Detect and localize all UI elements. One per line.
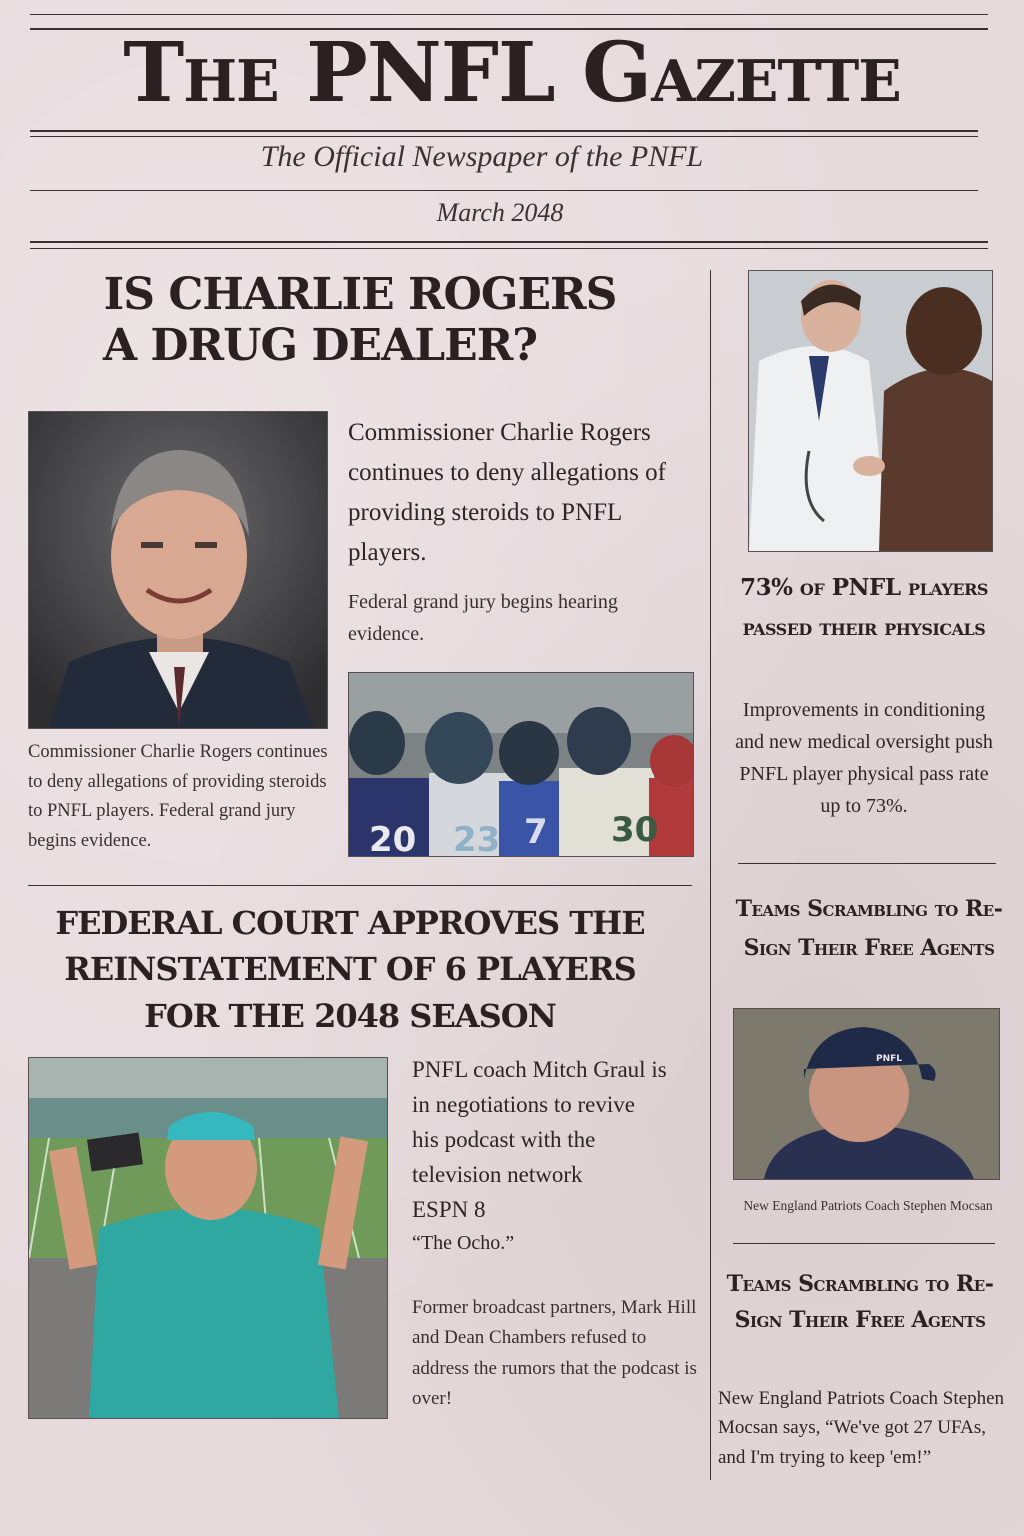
patriots-coach-photo	[733, 1008, 1000, 1180]
lead-deck: Commissioner Charlie Rogers continues to deny allegations of providing steroids to PNFL players.	[348, 419, 666, 566]
jersey-number-4: 30	[611, 810, 659, 850]
court-para-1	[412, 1053, 702, 1258]
section-rule-right-1	[738, 863, 996, 864]
lead-headline-line-1: IS CHARLIE ROGERS	[103, 269, 617, 320]
masthead-top-rule-1	[30, 14, 988, 15]
section-rule-right-2	[733, 1243, 995, 1244]
masthead-tagline: The Official Newspaper of the PNFL	[260, 140, 704, 173]
jersey-number-2: 23	[453, 820, 501, 856]
coach-stadium-photo	[28, 1057, 388, 1419]
court-para-1-line-5: ESPN 8	[412, 1196, 486, 1222]
court-para-1-line-2: in negotiations to revive	[412, 1091, 635, 1117]
cap-logo-text: PNFL	[876, 1054, 903, 1064]
players-huddle-photo	[348, 672, 694, 857]
lead-headline-line-2: A DRUG DEALER?	[102, 319, 538, 371]
column-divider	[710, 270, 711, 1480]
court-para-1-line-6: “The Ocho.”	[412, 1231, 515, 1254]
court-headline-line-3: FOR THE 2048 SEASON	[144, 996, 556, 1035]
doctor-exam-photo	[748, 270, 993, 552]
lead-subdeck: Federal grand jury begins hearing evidence.	[348, 591, 618, 645]
court-para-2: Former broadcast partners, Mark Hill and Dean Chambers refused to address the rumors that the podcast is over!	[412, 1297, 697, 1410]
free-agents-headline-1: Teams Scrambling to Re-Sign Their Free Agents	[735, 896, 1003, 961]
court-para-1-line-3: his podcast with the	[412, 1126, 596, 1152]
jersey-number-3: 7	[524, 812, 548, 852]
free-agents-headline-2: Teams Scrambling to Re-Sign Their Free Agents	[726, 1271, 994, 1334]
court-headline	[20, 900, 680, 1039]
commissioner-photo	[28, 411, 328, 729]
masthead-bottom-rule-2	[30, 248, 988, 249]
commissioner-photo-caption: Commissioner Charlie Rogers continues to deny allegations of providing steroids to PNFL players. Federal grand jury begins evidence.	[28, 742, 328, 851]
free-agents-body-2: New England Patriots Coach Stephen Mocsan says, “We've got 27 UFAs, and I'm trying to keep 'em!”	[718, 1388, 1005, 1468]
masthead-date: March 2048	[436, 198, 564, 227]
court-para-1-line-1: PNFL coach Mitch Graul is	[412, 1057, 667, 1082]
masthead-rule-under-tagline	[30, 190, 978, 191]
patriots-coach-caption: New England Patriots Coach Stephen Mocsan	[743, 1198, 993, 1213]
masthead-bottom-rule-1	[30, 241, 988, 243]
court-para-1-line-4: television network	[412, 1161, 583, 1187]
section-rule-left	[28, 885, 692, 886]
physicals-body: Improvements in conditioning and new medical oversight push PNFL player physical pass rate up to 73%.	[735, 699, 993, 817]
court-headline-line-1: FEDERAL COURT APPROVES THE	[55, 904, 645, 942]
physicals-headline: 73% of PNFL players passed their physicals	[740, 574, 988, 642]
masthead-rule-under-title-1	[30, 130, 978, 132]
court-headline-line-2: REINSTATEMENT OF 6 PLAYERS	[64, 950, 636, 989]
lead-headline	[40, 270, 680, 371]
jersey-number-1: 20	[369, 820, 417, 856]
masthead-title: The PNFL Gazette	[123, 25, 901, 121]
masthead-rule-under-title-2	[30, 136, 978, 137]
